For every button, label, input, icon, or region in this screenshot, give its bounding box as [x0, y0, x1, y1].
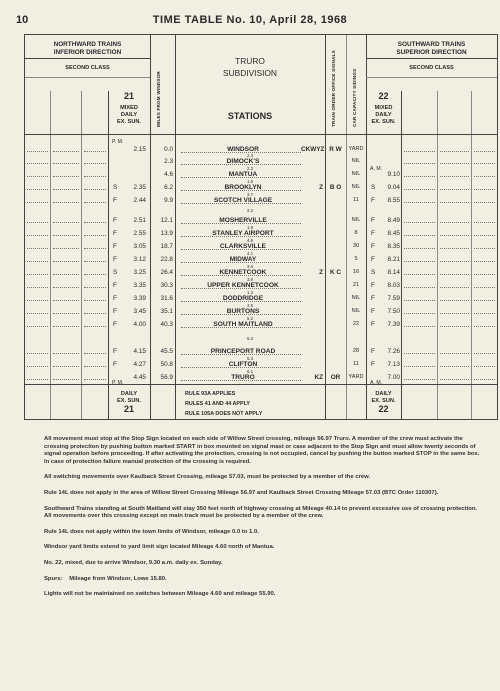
leader-dots — [474, 366, 495, 367]
northward-flag: F — [113, 197, 117, 204]
leader-dots — [474, 163, 495, 164]
leader-dots — [84, 189, 106, 190]
station-name: PRINCEPORT ROAD — [210, 348, 276, 355]
distance-between-stations: 1.3 — [246, 289, 254, 295]
car-capacity: NIL — [351, 171, 361, 177]
leader-dots — [84, 163, 106, 164]
instruction-note: Rule 14L does not apply in the area of Willow Street Crossing Mileage 56.97 and Kaulback Street Crossing Mileage 57.03 (BTC Order 110307). — [44, 489, 439, 496]
northward-time: 2.44 — [133, 197, 146, 204]
southward-train-number: 22 — [378, 91, 389, 101]
leader-dots — [84, 313, 106, 314]
southward-time: 9.10 — [387, 171, 400, 178]
leader-dots — [84, 366, 106, 367]
mileage: 30.3 — [160, 282, 173, 289]
leader-dots — [84, 235, 106, 236]
northward-time: 4.00 — [133, 321, 146, 328]
southward-train-desc: MIXED DAILY EX. SUN. — [371, 105, 396, 125]
office-signal: K C — [329, 269, 341, 276]
car-capacity: 5 — [354, 256, 358, 262]
car-capacity: 28 — [352, 348, 360, 354]
distance-between-stations: 2.2 — [246, 208, 254, 213]
northward-flag: S — [113, 269, 118, 276]
southward-foot-desc: DAILY EX. SUN. — [371, 391, 396, 404]
leader-dots — [27, 287, 48, 288]
car-capacity: YARD — [348, 374, 364, 380]
leader-dots — [27, 300, 48, 301]
leader-dots — [404, 274, 435, 275]
southward-time: 8.21 — [387, 256, 400, 263]
leader-dots — [474, 379, 495, 380]
leader-dots — [27, 261, 48, 262]
leader-dots — [84, 202, 106, 203]
southward-flag: S — [371, 269, 376, 276]
northward-flag: F — [113, 217, 117, 224]
mileage: 22.8 — [160, 256, 173, 263]
southward-flag: S — [371, 184, 376, 191]
leader-dots — [404, 313, 435, 314]
southward-flag: F — [371, 282, 375, 289]
leader-dots — [27, 235, 48, 236]
station-code: KZ — [314, 374, 323, 381]
southward-foot-number: 22 — [378, 404, 389, 414]
mileage: 4.6 — [164, 171, 173, 178]
distance-between-stations: 5.2 — [246, 335, 254, 341]
station-name: STANLEY AIRPORT — [212, 230, 274, 237]
car-capacity: 11 — [353, 197, 359, 203]
northward-time: 3.25 — [133, 269, 146, 276]
special-instructions — [44, 436, 484, 607]
column-rule — [108, 91, 109, 419]
northward-pm-bottom: P. M. — [112, 380, 124, 386]
leader-dots — [53, 300, 79, 301]
station-name: BROOKLYN — [224, 184, 262, 191]
northward-time: 3.45 — [133, 308, 146, 315]
instruction-note: All movement must stop at the Stop Sign located on each side of Willow Street crossing, mileage 56.97 Truro. A member of the crew must activate the crossing protection by pushing button marked START in box mounted on signal mast or case adjacent to the Stop Sign and must allow twenty seconds of signal operation before proceeding. If after activating the protection, crossing is not occupied, cancel by pushing the button marked STOP in the same box. In case of protection failure manual protection of the crossing is required. — [44, 436, 482, 465]
leader-dots — [440, 176, 469, 177]
southward-time: 9.04 — [387, 184, 400, 191]
column-rule — [401, 91, 402, 419]
leader-dots — [404, 163, 435, 164]
car-capacity: 21 — [352, 282, 360, 288]
mileage: 31.6 — [160, 295, 173, 302]
leader-dots — [404, 235, 435, 236]
car-capacity: 30 — [352, 243, 360, 249]
southward-time: 7.50 — [387, 308, 400, 315]
leader-dots — [440, 163, 469, 164]
car-capacity: NIL — [351, 217, 361, 223]
southward-am-bottom: A. M. — [370, 380, 383, 386]
leader-dots — [404, 300, 435, 301]
car-capacity: NIL — [351, 295, 361, 301]
leader-dots — [53, 366, 79, 367]
column-rule — [81, 91, 82, 419]
northward-flag: S — [113, 184, 118, 191]
leader-dots — [404, 326, 435, 327]
northward-flag: F — [113, 321, 117, 328]
station-code: CKWYZ — [301, 146, 325, 153]
mileage: 2.3 — [164, 158, 173, 165]
leader-dots — [440, 222, 469, 223]
northward-pm-top: P. M. — [112, 139, 124, 145]
leader-dots — [84, 300, 106, 301]
leader-dots — [440, 313, 469, 314]
station-name: UPPER KENNETCOOK — [207, 282, 279, 289]
northward-flag: F — [113, 256, 117, 263]
train-order-header: TRAIN ORDER OFFICE SIGNALS — [331, 50, 336, 127]
station-name: SOUTH MAITLAND — [213, 321, 273, 328]
mileage: 26.4 — [160, 269, 173, 276]
leader-dots — [53, 379, 79, 380]
distance-between-stations: 3.9 — [246, 276, 254, 282]
instruction-note: Southward Trains standing at South Maitland will stay 350 feet north of highway crossing at Mileage 40.14 to prevent excessive use of crossing protection. All movements over this crossing except on main track must be protected by a member of the crew. — [44, 505, 479, 520]
leader-dots — [53, 189, 79, 190]
leader-dots — [27, 202, 48, 203]
leader-dots — [440, 189, 469, 190]
leader-dots — [53, 222, 79, 223]
leader-dots — [27, 151, 48, 152]
leader-dots — [84, 379, 106, 380]
northward-train-desc: MIXED DAILY EX. SUN. — [117, 105, 141, 125]
office-signal: OR — [330, 374, 341, 381]
northward-time: 3.12 — [133, 256, 146, 263]
leader-dots — [474, 151, 495, 152]
distance-between-stations: 1.8 — [246, 224, 254, 230]
leader-dots — [84, 353, 106, 354]
leader-dots — [440, 202, 469, 203]
leader-dots — [53, 353, 79, 354]
leader-dots — [440, 353, 469, 354]
leader-dots — [404, 176, 435, 177]
leader-dots — [27, 163, 48, 164]
subdivision-name: TRURO SUBDIVISION — [223, 56, 277, 78]
miles-header: MILES FROM WINDSOR — [156, 71, 161, 127]
leader-dots — [474, 248, 495, 249]
southward-time: 7.59 — [387, 295, 400, 302]
leader-dots — [474, 300, 495, 301]
northward-time: 2.55 — [133, 230, 146, 237]
northward-time: 4.15 — [133, 348, 146, 355]
leader-dots — [474, 313, 495, 314]
southward-am-top: A. M. — [370, 166, 383, 172]
distance-between-stations: 6.1 — [246, 368, 254, 374]
mileage: 45.5 — [160, 348, 173, 355]
southward-flag: F — [371, 256, 375, 263]
northward-flag: F — [113, 348, 117, 355]
southward-class: SECOND CLASS — [409, 65, 454, 71]
station-name: SCOTCH VILLAGE — [213, 197, 273, 204]
southward-flag: F — [371, 308, 375, 315]
leader-dots — [84, 151, 106, 152]
leader-dots — [53, 313, 79, 314]
leader-dots — [27, 222, 48, 223]
row-rule — [25, 77, 150, 78]
southward-flag: F — [371, 348, 375, 355]
distance-between-stations: 4.8 — [246, 237, 254, 243]
leader-dots — [27, 274, 48, 275]
column-rule — [325, 35, 326, 419]
column-rule — [437, 91, 438, 419]
leader-dots — [474, 235, 495, 236]
leader-dots — [474, 202, 495, 203]
station-name: DODDRIDGE — [222, 295, 264, 302]
distance-between-stations: 4.1 — [246, 250, 254, 256]
mileage: 6.2 — [164, 184, 173, 191]
northward-flag: F — [113, 295, 117, 302]
leader-dots — [53, 235, 79, 236]
leader-dots — [53, 176, 79, 177]
leader-dots — [404, 202, 435, 203]
northward-foot-number: 21 — [123, 404, 134, 414]
car-capacity: 16 — [352, 269, 360, 275]
mileage: 0.0 — [164, 146, 173, 153]
northward-time: 3.35 — [133, 282, 146, 289]
leader-dots — [404, 151, 435, 152]
station-name: DIMOCK'S — [226, 158, 260, 165]
leader-dots — [474, 326, 495, 327]
distance-between-stations: 2.3 — [246, 165, 254, 171]
leader-dots — [474, 222, 495, 223]
car-capacity: NIL — [351, 308, 361, 314]
southward-time: 8.14 — [387, 269, 400, 276]
northward-time: 4.27 — [133, 361, 146, 368]
leader-dots — [53, 163, 79, 164]
car-capacity: YARD — [348, 146, 364, 152]
mileage: 35.1 — [160, 308, 173, 315]
northward-flag: F — [113, 243, 117, 250]
leader-dots — [474, 353, 495, 354]
station-name: CLIFTON — [228, 361, 258, 368]
leader-dots — [474, 287, 495, 288]
mileage: 40.3 — [160, 321, 173, 328]
row-rule — [366, 58, 497, 59]
northward-flag: F — [113, 282, 117, 289]
northward-class: SECOND CLASS — [65, 65, 110, 71]
leader-dots — [474, 274, 495, 275]
mileage: 56.9 — [160, 374, 173, 381]
southward-time: 7.00 — [387, 374, 400, 381]
station-name: CLARKSVILLE — [219, 243, 267, 250]
southward-flag: F — [371, 197, 375, 204]
northward-flag: F — [113, 308, 117, 315]
leader-dots — [474, 176, 495, 177]
car-capacity: 8 — [354, 230, 358, 236]
car-capacity: NIL — [351, 158, 361, 164]
northward-time: 2.51 — [133, 217, 146, 224]
southward-heading: SOUTHWARD TRAINS SUPERIOR DIRECTION — [396, 41, 467, 56]
leader-dots — [27, 379, 48, 380]
distance-between-stations: 2.3 — [246, 153, 254, 158]
car-capacity: 11 — [353, 361, 359, 367]
instruction-note: Spurs: Mileage from Windsor, Lowe 15.80. — [44, 575, 167, 582]
leader-dots — [440, 261, 469, 262]
office-signal: R W — [329, 146, 342, 153]
southward-time: 8.35 — [387, 243, 400, 250]
row-rule — [366, 77, 497, 78]
leader-dots — [440, 326, 469, 327]
leader-dots — [84, 287, 106, 288]
northward-flag: F — [113, 230, 117, 237]
instruction-note: Lights will not be maintained on switches between Mileage 4.60 and mileage 55.90. — [44, 591, 276, 598]
leader-dots — [84, 261, 106, 262]
leader-dots — [84, 274, 106, 275]
mileage: 13.9 — [160, 230, 173, 237]
leader-dots — [404, 366, 435, 367]
leader-dots — [84, 176, 106, 177]
southward-flag: F — [371, 361, 375, 368]
distance-between-stations: 3.7 — [246, 191, 254, 197]
leader-dots — [440, 248, 469, 249]
northward-heading: NORTHWARD TRAINS INFERIOR DIRECTION — [53, 41, 122, 56]
northward-train-number: 21 — [123, 91, 134, 101]
northward-time: 2.15 — [133, 146, 146, 153]
northward-foot-desc: DAILY EX. SUN. — [117, 391, 141, 404]
page-title: TIME TABLE No. 10, April 28, 1968 — [152, 14, 348, 26]
leader-dots — [474, 261, 495, 262]
northward-time: 4.45 — [133, 374, 146, 381]
station-name: TRURO — [231, 374, 255, 381]
leader-dots — [404, 287, 435, 288]
southward-time: 7.39 — [387, 321, 400, 328]
instruction-note: Windsor yard limits extend to yard limit sign located Mileage 4.60 north of Mantua. — [44, 544, 275, 551]
mileage: 12.1 — [160, 217, 173, 224]
leader-dots — [404, 353, 435, 354]
southward-time: 8.03 — [387, 282, 400, 289]
rule-line: RULES 41 AND 44 APPLY — [185, 401, 251, 407]
rule-line: RULE 105A DOES NOT APPLY — [185, 411, 263, 417]
station-name: KENNETCOOK — [219, 269, 267, 276]
mileage: 50.8 — [160, 361, 173, 368]
distance-between-stations: 3.6 — [246, 263, 254, 269]
page-number: 10 — [16, 14, 29, 26]
distance-between-stations: 5.3 — [246, 355, 254, 361]
leader-dots — [27, 313, 48, 314]
northward-time: 2.35 — [133, 184, 146, 191]
leader-dots — [440, 287, 469, 288]
southward-flag: F — [371, 243, 375, 250]
leader-dots — [27, 189, 48, 190]
leader-dots — [404, 248, 435, 249]
southward-time: 7.13 — [387, 361, 400, 368]
southward-flag: F — [371, 321, 375, 328]
distance-between-stations: 1.6 — [246, 178, 254, 184]
leader-dots — [440, 366, 469, 367]
leader-dots — [27, 366, 48, 367]
distance-between-stations: 5.2 — [246, 315, 254, 321]
leader-dots — [404, 222, 435, 223]
southward-time: 7.26 — [387, 348, 400, 355]
leader-dots — [53, 248, 79, 249]
southward-time: 8.45 — [387, 230, 400, 237]
leader-dots — [440, 379, 469, 380]
northward-time: 3.39 — [133, 295, 146, 302]
car-capacity-header: CAR CAPACITY SIDINGS — [352, 68, 357, 127]
station-name: MANTUA — [228, 171, 258, 178]
leader-dots — [440, 151, 469, 152]
southward-time: 8.55 — [387, 197, 400, 204]
distance-between-stations: 3.5 — [246, 302, 254, 308]
leader-dots — [84, 326, 106, 327]
station-code: Z — [319, 269, 323, 276]
leader-dots — [404, 189, 435, 190]
column-rule — [50, 91, 51, 419]
leader-dots — [84, 222, 106, 223]
leader-dots — [404, 261, 435, 262]
station-name: MIDWAY — [229, 256, 257, 263]
leader-dots — [474, 189, 495, 190]
car-capacity: 22 — [352, 321, 360, 327]
leader-dots — [440, 235, 469, 236]
office-signal: B O — [329, 184, 342, 191]
leader-dots — [440, 274, 469, 275]
leader-dots — [53, 202, 79, 203]
station-name: MOSHERVILLE — [219, 217, 267, 224]
leader-dots — [27, 353, 48, 354]
station-name: BURTONS — [226, 308, 260, 315]
northward-flag: F — [113, 361, 117, 368]
row-rule — [25, 134, 497, 135]
leader-dots — [27, 326, 48, 327]
row-rule — [25, 384, 497, 385]
leader-dots — [53, 151, 79, 152]
rule-line: RULE 93A APPLIES — [185, 391, 236, 397]
column-rule — [150, 35, 151, 419]
leader-dots — [53, 261, 79, 262]
leader-dots — [84, 248, 106, 249]
instruction-note: Rule 14L does not apply within the town limits of Windsor, mileage 0.0 to 1.0. — [44, 528, 259, 535]
southward-flag: F — [371, 295, 375, 302]
page-header — [16, 14, 484, 28]
southward-flag: F — [371, 230, 375, 237]
mileage: 18.7 — [160, 243, 173, 250]
northward-time: 3.05 — [133, 243, 146, 250]
column-rule — [471, 91, 472, 419]
instruction-note: No. 22, mixed, due to arrive Windsor, 9.30 a.m. daily ex. Sunday. — [44, 559, 223, 566]
leader-dots — [53, 326, 79, 327]
southward-time: 8.49 — [387, 217, 400, 224]
timetable — [24, 34, 498, 420]
car-capacity: NIL — [351, 184, 361, 190]
leader-dots — [27, 176, 48, 177]
southward-flag: F — [371, 217, 375, 224]
mileage: 9.9 — [164, 197, 173, 204]
leader-dots — [53, 287, 79, 288]
leader-dots — [53, 274, 79, 275]
station-name: WINDSOR — [227, 146, 259, 153]
leader-dots — [440, 300, 469, 301]
station-code: Z — [319, 184, 323, 191]
stations-header: STATIONS — [227, 111, 273, 121]
leader-dots — [27, 248, 48, 249]
instruction-note: All switching movements over Kaulback Street Crossing, mileage 57.03, must be protected by a member of the crew. — [44, 474, 371, 481]
row-rule — [25, 58, 150, 59]
